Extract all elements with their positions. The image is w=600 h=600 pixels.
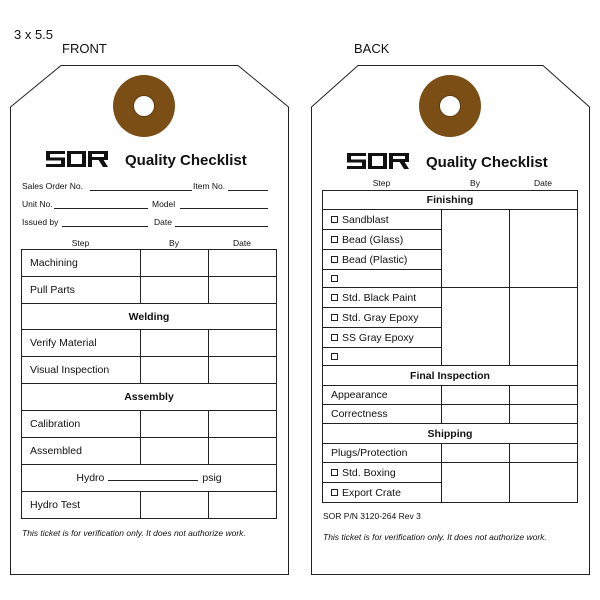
finishing-item[interactable]: SS Gray Epoxy: [323, 328, 442, 348]
checkbox-icon[interactable]: [331, 353, 338, 360]
date-cell[interactable]: [510, 288, 578, 366]
date-cell[interactable]: [209, 438, 277, 465]
col-by-header: By: [470, 178, 480, 188]
checkbox-icon[interactable]: [331, 236, 338, 243]
table-row: [323, 405, 578, 424]
unit-field[interactable]: [54, 208, 148, 209]
table-row: [323, 191, 578, 210]
table-row: [22, 357, 277, 384]
grommet-icon: [113, 75, 175, 137]
table-row: [323, 444, 578, 463]
by-cell[interactable]: [442, 386, 510, 405]
section-assembly: Assembly: [22, 384, 277, 411]
by-cell[interactable]: [141, 250, 209, 277]
item-label: Item No.: [193, 181, 226, 191]
finishing-item[interactable]: Sandblast: [323, 210, 442, 230]
table-row: [323, 210, 578, 230]
by-cell[interactable]: [141, 330, 209, 357]
model-field[interactable]: [180, 208, 268, 209]
section-welding: Welding: [22, 304, 277, 330]
hydro-psig-field[interactable]: [108, 472, 198, 481]
finishing-item[interactable]: [323, 348, 442, 366]
step-verify-material: Verify Material: [22, 330, 141, 357]
finishing-item[interactable]: Std. Gray Epoxy: [323, 308, 442, 328]
back-tag: [311, 65, 590, 575]
by-cell[interactable]: [442, 444, 510, 463]
checkbox-icon[interactable]: [331, 256, 338, 263]
back-checklist-table: [322, 190, 578, 503]
hydro-label: Hydro: [76, 472, 105, 484]
section-final-inspection: Final Inspection: [323, 366, 578, 386]
size-label: 3 x 5.5: [14, 27, 54, 42]
step-calibration: Calibration: [22, 411, 141, 438]
checkbox-icon[interactable]: [331, 469, 338, 476]
item-field[interactable]: [228, 190, 268, 191]
front-disclaimer: This ticket is for verification only. It does not authorize work.: [22, 528, 246, 538]
table-row: [22, 438, 277, 465]
table-row: [22, 411, 277, 438]
col-date-header: Date: [534, 178, 552, 188]
by-cell[interactable]: [141, 357, 209, 384]
col-step-header: Step: [372, 178, 391, 188]
front-title: Quality Checklist: [125, 152, 247, 169]
table-row: [22, 250, 277, 277]
step-pull-parts: Pull Parts: [22, 277, 141, 304]
step-plugs-protection: Plugs/Protection: [323, 444, 442, 463]
finishing-item[interactable]: Bead (Glass): [323, 230, 442, 250]
table-row: [22, 492, 277, 519]
front-checklist-table: [21, 249, 277, 519]
issued-by-label: Issued by: [22, 217, 59, 227]
date-cell[interactable]: [510, 386, 578, 405]
model-label: Model: [152, 199, 176, 209]
checkbox-icon[interactable]: [331, 489, 338, 496]
back-label: BACK: [354, 41, 390, 56]
date-cell[interactable]: [209, 357, 277, 384]
sales-order-field[interactable]: [90, 190, 192, 191]
table-row: [22, 384, 277, 411]
psig-label: psig: [202, 472, 222, 484]
step-hydro-test: Hydro Test: [22, 492, 141, 519]
date-cell[interactable]: [510, 405, 578, 424]
checkbox-icon[interactable]: [331, 314, 338, 321]
table-row: [323, 463, 578, 483]
table-row: [22, 304, 277, 330]
sor-logo-icon: [46, 151, 108, 167]
checkbox-icon[interactable]: [331, 294, 338, 301]
checkbox-icon[interactable]: [331, 275, 338, 282]
back-disclaimer: This ticket is for verification only. It does not authorize work.: [323, 532, 547, 542]
by-cell[interactable]: [141, 492, 209, 519]
by-cell[interactable]: [442, 405, 510, 424]
section-finishing: Finishing: [323, 191, 578, 210]
checkbox-icon[interactable]: [331, 216, 338, 223]
finishing-item[interactable]: Std. Black Paint: [323, 288, 442, 308]
finishing-item[interactable]: Bead (Plastic): [323, 250, 442, 270]
date-cell[interactable]: [510, 463, 578, 503]
step-assembled: Assembled: [22, 438, 141, 465]
step-machining: Machining: [22, 250, 141, 277]
step-visual-inspection: Visual Inspection: [22, 357, 141, 384]
checkbox-icon[interactable]: [331, 334, 338, 341]
sales-order-label: Sales Order No.: [22, 181, 83, 191]
table-row: [22, 277, 277, 304]
by-cell[interactable]: [141, 438, 209, 465]
col-by-header: By: [169, 238, 179, 248]
table-row: [22, 330, 277, 357]
shipping-item[interactable]: Std. Boxing: [323, 463, 442, 483]
col-step-header: Step: [71, 238, 90, 248]
col-date-header: Date: [233, 238, 251, 248]
date-cell[interactable]: [209, 411, 277, 438]
table-row: [323, 386, 578, 405]
table-row: [323, 366, 578, 386]
step-appearance: Appearance: [323, 386, 442, 405]
back-title: Quality Checklist: [426, 154, 548, 171]
date-cell[interactable]: [209, 330, 277, 357]
shipping-item[interactable]: Export Crate: [323, 483, 442, 503]
date-field[interactable]: [175, 226, 268, 227]
by-cell[interactable]: [442, 288, 510, 366]
unit-label: Unit No.: [22, 199, 53, 209]
date-cell[interactable]: [209, 492, 277, 519]
table-row: [323, 288, 578, 308]
front-tag: [10, 65, 289, 575]
table-row: [22, 465, 277, 492]
by-cell[interactable]: [141, 277, 209, 304]
date-cell[interactable]: [209, 250, 277, 277]
table-row: [323, 424, 578, 444]
section-shipping: Shipping: [323, 424, 578, 444]
step-correctness: Correctness: [323, 405, 442, 424]
by-cell[interactable]: [442, 210, 510, 288]
date-cell[interactable]: [510, 210, 578, 288]
date-cell[interactable]: [510, 444, 578, 463]
front-label: FRONT: [62, 41, 107, 56]
grommet-icon: [419, 75, 481, 137]
hydro-psig-row: [22, 465, 277, 492]
date-cell[interactable]: [209, 277, 277, 304]
sor-logo-icon: [347, 153, 409, 169]
part-number: SOR P/N 3120-264 Rev 3: [323, 511, 421, 521]
by-cell[interactable]: [141, 411, 209, 438]
by-cell[interactable]: [442, 463, 510, 503]
finishing-item[interactable]: [323, 270, 442, 288]
date-label: Date: [154, 217, 172, 227]
issued-by-field[interactable]: [62, 226, 148, 227]
